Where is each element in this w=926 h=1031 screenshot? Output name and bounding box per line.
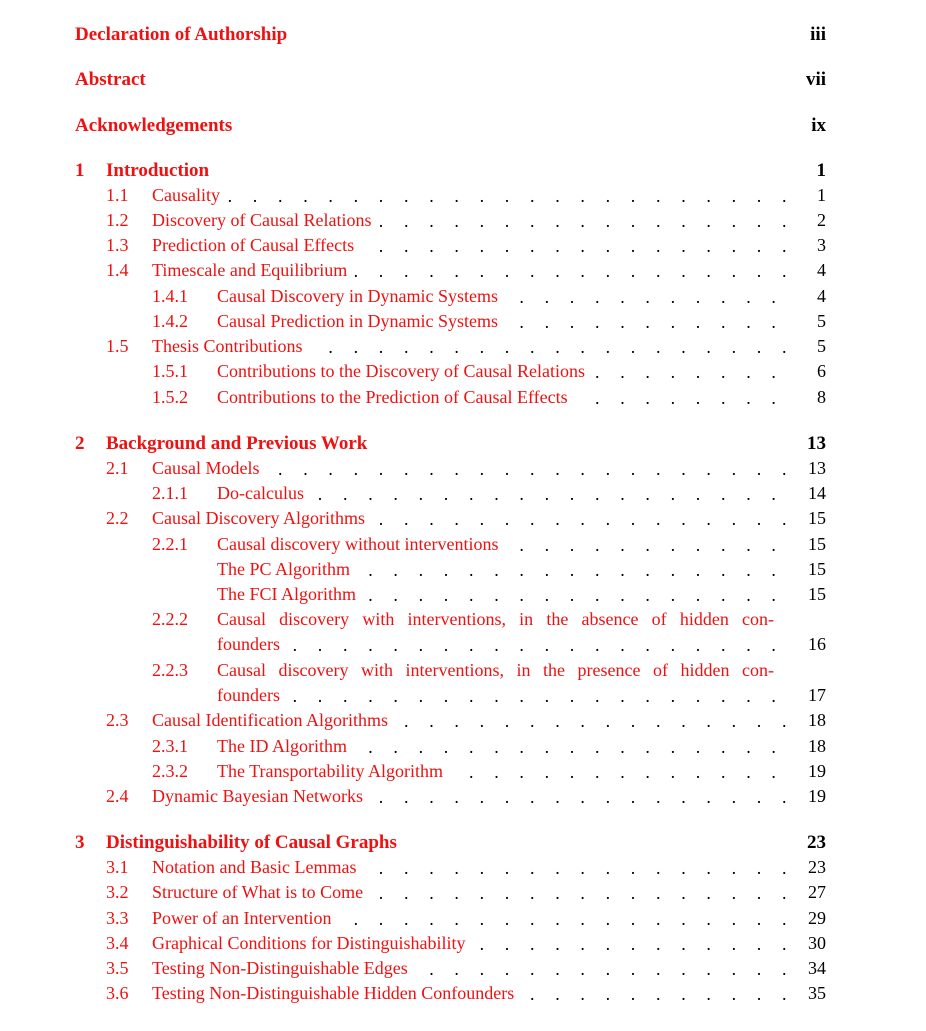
subsection-number[interactable]: 2.1.1	[152, 483, 188, 503]
chapter-title[interactable]: Introduction	[106, 158, 215, 183]
toc-page: 23	[802, 855, 826, 880]
toc-section-3-3[interactable]	[0, 906, 926, 931]
toc-subsection-2-2-3-cont[interactable]	[0, 683, 926, 708]
section-title[interactable]: Dynamic Bayesian Networks	[152, 784, 369, 809]
section-number[interactable]: 2.1	[106, 458, 129, 478]
section-number[interactable]: 1.2	[106, 210, 129, 230]
toc-page: 35	[802, 981, 826, 1006]
subsection-title[interactable]: Causal Prediction in Dynamic Systems	[217, 309, 504, 334]
toc-entry-acknowledgements[interactable]	[0, 113, 926, 138]
section-number[interactable]: 1.3	[106, 235, 129, 255]
toc-title[interactable]: Acknowledgements	[75, 113, 238, 138]
toc-subsection-1-4-1[interactable]	[0, 284, 926, 309]
toc-page: 34	[802, 956, 826, 981]
toc-subsection-2-2-3[interactable]	[0, 658, 926, 683]
toc-page: 15	[802, 532, 826, 557]
toc-subsection-2-2-1[interactable]	[0, 532, 926, 557]
toc-page: 16	[802, 632, 826, 657]
toc-section-1-5[interactable]	[0, 334, 926, 359]
subsection-title[interactable]: Contributions to the Prediction of Causal Effects	[217, 385, 574, 410]
subsection-number[interactable]: 2.3.2	[152, 761, 188, 781]
toc-chapter-3[interactable]	[0, 830, 926, 855]
toc-section-1-2[interactable]	[0, 208, 926, 233]
toc-subsection-2-2-2[interactable]	[0, 607, 926, 632]
toc-page: 1	[811, 183, 826, 208]
toc-chapter-2[interactable]	[0, 431, 926, 456]
section-number[interactable]: 2.4	[106, 786, 129, 806]
toc-paragraph-fci[interactable]	[0, 582, 926, 607]
section-number[interactable]: 2.3	[106, 710, 129, 730]
section-title[interactable]: Testing Non-Distinguishable Edges	[152, 956, 414, 981]
subsection-title[interactable]: Causal discovery without interventions	[217, 532, 504, 557]
subsection-title[interactable]: Contributions to the Discovery of Causal Relations	[217, 359, 591, 384]
paragraph-title[interactable]: The FCI Algorithm	[217, 582, 362, 607]
subsection-number[interactable]: 2.3.1	[152, 736, 188, 756]
chapter-title[interactable]: Distinguishability of Causal Graphs	[106, 830, 403, 855]
toc-subsection-2-2-2-cont[interactable]	[0, 632, 926, 657]
subsection-title[interactable]: The ID Algorithm	[217, 734, 353, 759]
toc-page: 1	[811, 158, 827, 183]
section-title[interactable]: Causality	[152, 183, 226, 208]
toc-page: 6	[811, 359, 826, 384]
toc-page: 29	[802, 906, 826, 931]
toc-page: 13	[801, 431, 826, 456]
toc-page: 15	[802, 582, 826, 607]
chapter-title[interactable]: Background and Previous Work	[106, 431, 373, 456]
toc-page: 3	[811, 233, 826, 258]
chapter-number[interactable]: 1	[75, 160, 85, 181]
toc-page: 5	[811, 334, 826, 359]
section-title[interactable]: Timescale and Equilibrium	[152, 258, 353, 283]
toc-page: 14	[802, 481, 826, 506]
dot-leader	[217, 683, 796, 708]
section-number[interactable]: 1.1	[106, 185, 129, 205]
subsection-title[interactable]: Causal Discovery in Dynamic Systems	[217, 284, 504, 309]
subsection-title-line-1[interactable]: Causal discovery with interventions, in the absence of hidden con-	[217, 609, 774, 629]
subsection-title-line-1[interactable]: Causal discovery with interventions, in the presence of hidden con-	[217, 660, 774, 680]
toc-page: 23	[801, 830, 826, 855]
section-number[interactable]: 3.1	[106, 857, 129, 877]
toc-title[interactable]: Declaration of Authorship	[75, 22, 293, 47]
dot-leader	[217, 632, 796, 657]
toc-page: 18	[802, 734, 826, 759]
toc-entry-declaration[interactable]	[0, 22, 926, 47]
subsection-number[interactable]: 1.5.1	[152, 361, 188, 381]
toc-page: 27	[802, 880, 826, 905]
toc-section-3-1[interactable]	[0, 855, 926, 880]
toc-section-1-4[interactable]	[0, 258, 926, 283]
section-title[interactable]: Testing Non-Distinguishable Hidden Confounders	[152, 981, 520, 1006]
toc-page: 15	[802, 506, 826, 531]
subsection-number[interactable]: 2.2.1	[152, 534, 188, 554]
toc-section-2-2[interactable]	[0, 506, 926, 531]
toc-page: 4	[811, 258, 826, 283]
section-title[interactable]: Thesis Contributions	[152, 334, 309, 359]
section-title[interactable]: Causal Models	[152, 456, 266, 481]
toc-subsection-2-3-1[interactable]	[0, 734, 926, 759]
subsection-number[interactable]: 2.2.2	[152, 609, 188, 629]
toc-section-1-1[interactable]	[0, 183, 926, 208]
section-title[interactable]: Structure of What is to Come	[152, 880, 369, 905]
section-title[interactable]: Notation and Basic Lemmas	[152, 855, 362, 880]
subsection-number[interactable]: 1.4.2	[152, 311, 188, 331]
toc-page: 15	[802, 557, 826, 582]
subsection-number[interactable]: 1.5.2	[152, 387, 188, 407]
toc-subsection-1-5-1[interactable]	[0, 359, 926, 384]
section-title[interactable]: Discovery of Causal Relations	[152, 208, 377, 233]
toc-section-3-4[interactable]	[0, 931, 926, 956]
toc-section-2-4[interactable]	[0, 784, 926, 809]
chapter-number[interactable]: 2	[75, 433, 85, 454]
toc-title[interactable]: Abstract	[75, 67, 152, 92]
toc-entry-abstract[interactable]	[0, 67, 926, 92]
subsection-title[interactable]: The Transportability Algorithm	[217, 759, 449, 784]
section-number[interactable]: 2.2	[106, 508, 129, 528]
subsection-number[interactable]: 1.4.1	[152, 286, 188, 306]
section-title[interactable]: Power of an Intervention	[152, 906, 337, 931]
toc-page: 18	[802, 708, 826, 733]
toc-section-3-5[interactable]	[0, 956, 926, 981]
toc-page: 19	[802, 759, 826, 784]
toc-subsection-1-5-2[interactable]	[0, 385, 926, 410]
dot-leader	[152, 183, 796, 208]
toc-section-3-2[interactable]	[0, 880, 926, 905]
section-number[interactable]: 3.3	[106, 908, 129, 928]
toc-page: 13	[802, 456, 826, 481]
toc-page: 30	[802, 931, 826, 956]
toc-section-3-6[interactable]	[0, 981, 926, 1006]
toc-section-1-3[interactable]	[0, 233, 926, 258]
subsection-title-line-2[interactable]: founders	[217, 632, 286, 657]
section-number[interactable]: 3.6	[106, 983, 129, 1003]
section-number[interactable]: 3.4	[106, 933, 129, 953]
toc-page: ix	[805, 113, 826, 138]
toc-page: 2	[811, 208, 826, 233]
toc-page: 8	[811, 385, 826, 410]
toc-page: iii	[804, 22, 826, 47]
toc-page: 17	[802, 683, 826, 708]
subsection-title[interactable]: Do-calculus	[217, 481, 310, 506]
section-number[interactable]: 1.4	[106, 260, 129, 280]
chapter-number[interactable]: 3	[75, 832, 85, 853]
section-number[interactable]: 1.5	[106, 336, 129, 356]
toc-page: 19	[802, 784, 826, 809]
toc-subsection-1-4-2[interactable]	[0, 309, 926, 334]
section-number[interactable]: 3.5	[106, 958, 129, 978]
toc-page: vii	[800, 67, 826, 92]
subsection-number[interactable]: 2.2.3	[152, 660, 188, 680]
section-title[interactable]: Causal Identification Algorithms	[152, 708, 394, 733]
toc-subsection-2-3-2[interactable]	[0, 759, 926, 784]
toc-section-2-3[interactable]	[0, 708, 926, 733]
section-title[interactable]: Causal Discovery Algorithms	[152, 506, 371, 531]
section-title[interactable]: Prediction of Causal Effects	[152, 233, 360, 258]
toc-paragraph-pc[interactable]	[0, 557, 926, 582]
paragraph-title[interactable]: The PC Algorithm	[217, 557, 356, 582]
toc-page: 4	[811, 284, 826, 309]
toc-section-2-1[interactable]	[0, 456, 926, 481]
toc-subsection-2-1-1[interactable]	[0, 481, 926, 506]
subsection-title-line-2[interactable]: founders	[217, 683, 286, 708]
toc-chapter-1[interactable]	[0, 158, 926, 183]
section-title[interactable]: Graphical Conditions for Distinguishability	[152, 931, 471, 956]
toc-page: 5	[811, 309, 826, 334]
section-number[interactable]: 3.2	[106, 882, 129, 902]
